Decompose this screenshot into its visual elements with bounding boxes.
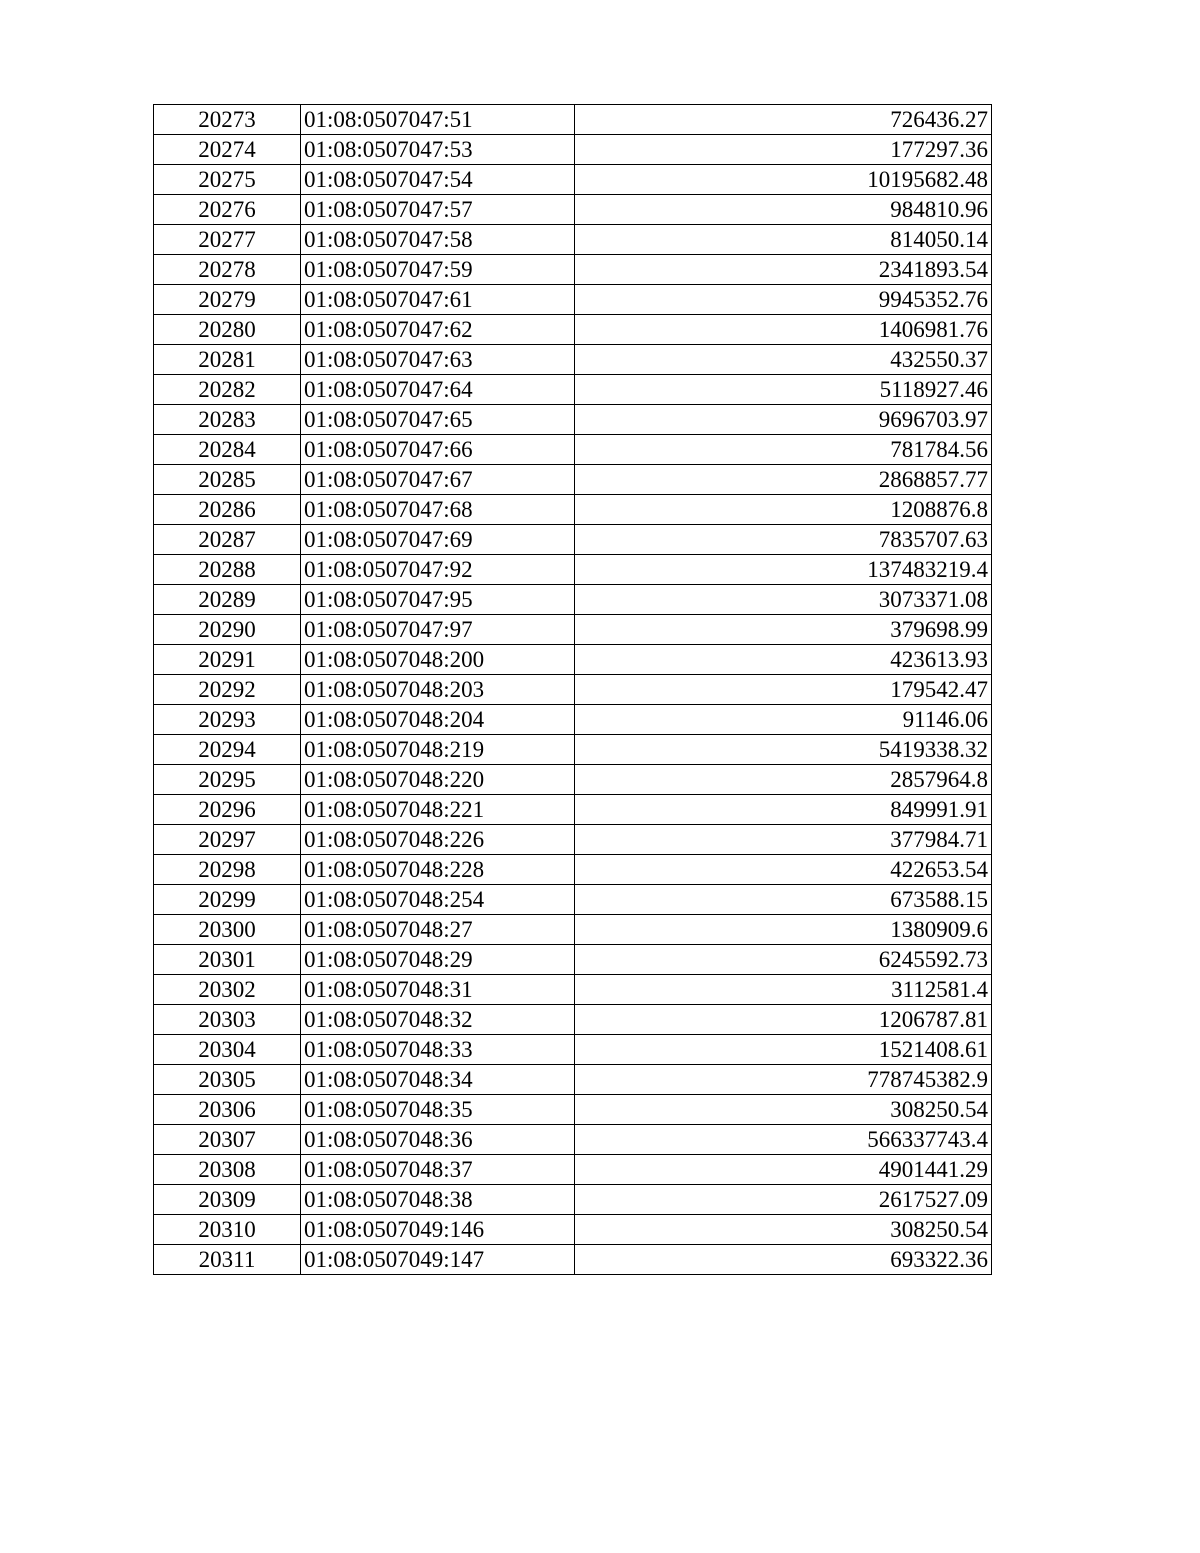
cadastral-value-cell: 137483219.4 [575,555,992,585]
cadastral-value-cell: 2868857.77 [575,465,992,495]
table-row [154,405,992,435]
row-number-cell: 20282 [154,375,301,405]
table-row [154,315,992,345]
row-number-cell: 20288 [154,555,301,585]
cadastral-number-cell: 01:08:0507047:67 [301,465,575,495]
cadastral-value-cell: 673588.15 [575,885,992,915]
cadastral-value-cell: 422653.54 [575,855,992,885]
table-row [154,885,992,915]
cadastral-value-cell: 9945352.76 [575,285,992,315]
cadastral-number-cell: 01:08:0507048:220 [301,765,575,795]
table-row [154,555,992,585]
cadastral-number-cell: 01:08:0507047:66 [301,435,575,465]
table-row [154,825,992,855]
cadastral-value-cell: 984810.96 [575,195,992,225]
row-number-cell: 20287 [154,525,301,555]
cadastral-value-cell: 693322.36 [575,1245,992,1275]
table-row [154,1245,992,1275]
row-number-cell: 20275 [154,165,301,195]
cadastral-value-cell: 1208876.8 [575,495,992,525]
cadastral-number-cell: 01:08:0507047:61 [301,285,575,315]
cadastral-number-cell: 01:08:0507048:35 [301,1095,575,1125]
table-row [154,1185,992,1215]
cadastral-value-cell: 5118927.46 [575,375,992,405]
cadastral-value-cell: 9696703.97 [575,405,992,435]
cadastral-number-cell: 01:08:0507049:146 [301,1215,575,1245]
table-row [154,1215,992,1245]
row-number-cell: 20297 [154,825,301,855]
table-row [154,1035,992,1065]
table-row [154,975,992,1005]
table-row [154,345,992,375]
cadastral-number-cell: 01:08:0507048:226 [301,825,575,855]
cadastral-number-cell: 01:08:0507047:51 [301,105,575,135]
row-number-cell: 20289 [154,585,301,615]
row-number-cell: 20284 [154,435,301,465]
row-number-cell: 20299 [154,885,301,915]
row-number-cell: 20303 [154,1005,301,1035]
row-number-cell: 20295 [154,765,301,795]
table-row [154,675,992,705]
row-number-cell: 20306 [154,1095,301,1125]
row-number-cell: 20285 [154,465,301,495]
cadastral-value-cell: 377984.71 [575,825,992,855]
cadastral-number-cell: 01:08:0507048:200 [301,645,575,675]
cadastral-value-cell: 10195682.48 [575,165,992,195]
cadastral-number-cell: 01:08:0507049:147 [301,1245,575,1275]
cadastral-number-cell: 01:08:0507047:63 [301,345,575,375]
cadastral-number-cell: 01:08:0507047:59 [301,255,575,285]
table-row [154,585,992,615]
cadastral-value-cell: 849991.91 [575,795,992,825]
row-number-cell: 20283 [154,405,301,435]
cadastral-number-cell: 01:08:0507047:97 [301,615,575,645]
row-number-cell: 20307 [154,1125,301,1155]
row-number-cell: 20310 [154,1215,301,1245]
table-row [154,375,992,405]
table-row [154,525,992,555]
table-row [154,615,992,645]
cadastral-value-table [153,104,992,1275]
row-number-cell: 20301 [154,945,301,975]
cadastral-number-cell: 01:08:0507048:34 [301,1065,575,1095]
cadastral-number-cell: 01:08:0507048:29 [301,945,575,975]
cadastral-value-cell: 7835707.63 [575,525,992,555]
cadastral-number-cell: 01:08:0507047:62 [301,315,575,345]
cadastral-number-cell: 01:08:0507047:95 [301,585,575,615]
row-number-cell: 20302 [154,975,301,1005]
row-number-cell: 20298 [154,855,301,885]
cadastral-value-cell: 726436.27 [575,105,992,135]
cadastral-number-cell: 01:08:0507048:38 [301,1185,575,1215]
cadastral-number-cell: 01:08:0507048:204 [301,705,575,735]
cadastral-value-cell: 3073371.08 [575,585,992,615]
cadastral-value-cell: 2617527.09 [575,1185,992,1215]
cadastral-number-cell: 01:08:0507048:33 [301,1035,575,1065]
row-number-cell: 20273 [154,105,301,135]
table-row [154,705,992,735]
cadastral-value-cell: 179542.47 [575,675,992,705]
row-number-cell: 20304 [154,1035,301,1065]
cadastral-number-cell: 01:08:0507048:27 [301,915,575,945]
row-number-cell: 20305 [154,1065,301,1095]
row-number-cell: 20277 [154,225,301,255]
cadastral-number-cell: 01:08:0507048:37 [301,1155,575,1185]
cadastral-number-cell: 01:08:0507048:228 [301,855,575,885]
row-number-cell: 20294 [154,735,301,765]
table-row [154,495,992,525]
table-row [154,795,992,825]
row-number-cell: 20279 [154,285,301,315]
table-row [154,645,992,675]
table-row [154,165,992,195]
row-number-cell: 20309 [154,1185,301,1215]
cadastral-number-cell: 01:08:0507048:221 [301,795,575,825]
row-number-cell: 20274 [154,135,301,165]
cadastral-value-cell: 4901441.29 [575,1155,992,1185]
table-row [154,915,992,945]
row-number-cell: 20276 [154,195,301,225]
row-number-cell: 20308 [154,1155,301,1185]
table-row [154,1155,992,1185]
table-row [154,105,992,135]
table-row [154,195,992,225]
cadastral-value-cell: 566337743.4 [575,1125,992,1155]
cadastral-number-cell: 01:08:0507047:53 [301,135,575,165]
row-number-cell: 20293 [154,705,301,735]
table-body [154,105,992,1275]
table-row [154,225,992,255]
cadastral-number-cell: 01:08:0507048:254 [301,885,575,915]
cadastral-number-cell: 01:08:0507048:203 [301,675,575,705]
cadastral-value-cell: 1206787.81 [575,1005,992,1035]
row-number-cell: 20290 [154,615,301,645]
row-number-cell: 20296 [154,795,301,825]
table-row [154,1095,992,1125]
cadastral-number-cell: 01:08:0507047:58 [301,225,575,255]
cadastral-number-cell: 01:08:0507048:31 [301,975,575,1005]
cadastral-number-cell: 01:08:0507047:64 [301,375,575,405]
cadastral-value-cell: 379698.99 [575,615,992,645]
cadastral-number-cell: 01:08:0507047:68 [301,495,575,525]
cadastral-number-cell: 01:08:0507048:219 [301,735,575,765]
cadastral-value-cell: 423613.93 [575,645,992,675]
table-row [154,1005,992,1035]
row-number-cell: 20300 [154,915,301,945]
cadastral-number-cell: 01:08:0507047:65 [301,405,575,435]
table-row [154,945,992,975]
cadastral-value-cell: 2857964.8 [575,765,992,795]
cadastral-value-cell: 91146.06 [575,705,992,735]
cadastral-number-cell: 01:08:0507048:36 [301,1125,575,1155]
cadastral-value-cell: 6245592.73 [575,945,992,975]
row-number-cell: 20280 [154,315,301,345]
cadastral-value-cell: 308250.54 [575,1215,992,1245]
cadastral-number-cell: 01:08:0507048:32 [301,1005,575,1035]
row-number-cell: 20286 [154,495,301,525]
cadastral-value-cell: 177297.36 [575,135,992,165]
cadastral-value-cell: 778745382.9 [575,1065,992,1095]
cadastral-value-cell: 814050.14 [575,225,992,255]
table-row [154,855,992,885]
cadastral-value-cell: 5419338.32 [575,735,992,765]
cadastral-value-cell: 1521408.61 [575,1035,992,1065]
row-number-cell: 20311 [154,1245,301,1275]
cadastral-value-cell: 781784.56 [575,435,992,465]
cadastral-value-cell: 2341893.54 [575,255,992,285]
cadastral-number-cell: 01:08:0507047:54 [301,165,575,195]
table-row [154,465,992,495]
cadastral-number-cell: 01:08:0507047:57 [301,195,575,225]
table-row [154,1065,992,1095]
cadastral-value-cell: 3112581.4 [575,975,992,1005]
table-row [154,435,992,465]
cadastral-value-cell: 432550.37 [575,345,992,375]
cadastral-value-cell: 1406981.76 [575,315,992,345]
table-row [154,255,992,285]
row-number-cell: 20281 [154,345,301,375]
table-row [154,285,992,315]
row-number-cell: 20292 [154,675,301,705]
row-number-cell: 20291 [154,645,301,675]
cadastral-value-cell: 1380909.6 [575,915,992,945]
cadastral-number-cell: 01:08:0507047:69 [301,525,575,555]
table-row [154,765,992,795]
table-row [154,735,992,765]
table-row [154,1125,992,1155]
row-number-cell: 20278 [154,255,301,285]
cadastral-number-cell: 01:08:0507047:92 [301,555,575,585]
cadastral-value-cell: 308250.54 [575,1095,992,1125]
table-row [154,135,992,165]
